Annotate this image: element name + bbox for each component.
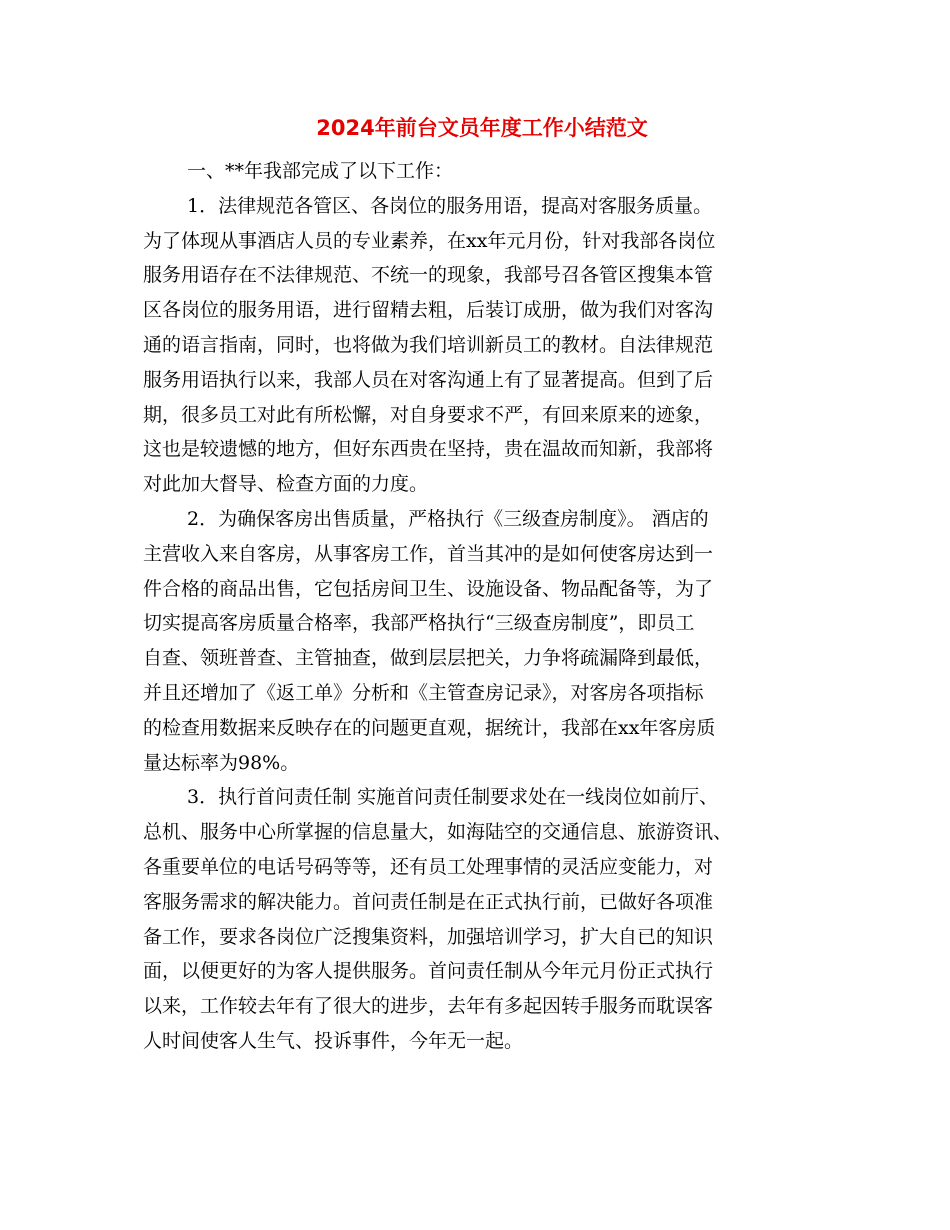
paragraph-first-line: 3．执行首问责任制 实施首问责任制要求处在一线岗位如前厅、 bbox=[187, 786, 719, 809]
paragraph-line: 并且还增加了《返工单》分析和《主管查房记录》，对客房各项指标 bbox=[143, 681, 704, 704]
document-page bbox=[143, 108, 815, 1059]
paragraph-first-line: 2．为确保客房出售质量，严格执行《三级查房制度》。 酒店的 bbox=[187, 507, 709, 530]
paragraph-line: 自查、领班普查、主管抽查，做到层层把关，力争将疏漏降到最低， bbox=[143, 647, 714, 670]
paragraph-line: 主营收入来自客房，从事客房工作，首当其冲的是如何使客房达到一 bbox=[143, 542, 714, 565]
paragraph-line: 服务用语执行以来，我部人员在对客沟通上有了显著提高。但到了后 bbox=[143, 368, 714, 391]
paragraph-line: 区各岗位的服务用语，进行留精去粗，后装订成册，做为我们对客沟 bbox=[143, 299, 714, 322]
paragraph-line: 以来，工作较去年有了很大的进步，去年有多起因转手服务而耽误客 bbox=[143, 995, 714, 1018]
document-title: 2024年前台文员年度工作小结范文 bbox=[316, 116, 648, 140]
paragraph-line: 为了体现从事酒店人员的专业素养，在xx年元月份，针对我部各岗位 bbox=[143, 229, 716, 252]
paragraph-line: 人时间使客人生气、投诉事件，今年无一起。 bbox=[143, 1029, 524, 1052]
paragraph-line: 总机、服务中心所掌握的信息量大，如海陆空的交通信息、旅游资讯、 bbox=[143, 821, 733, 844]
paragraph-line: 量达标率为98%。 bbox=[143, 751, 300, 774]
paragraph-line: 对此加大督导、检查方面的力度。 bbox=[143, 473, 429, 496]
paragraph-line: 这也是较遗憾的地方，但好东西贵在坚持，贵在温故而知新，我部将 bbox=[143, 438, 714, 461]
paragraph-line: 期，很多员工对此有所松懈，对自身要求不严，有回来原来的迹象， bbox=[143, 403, 714, 426]
paragraph-line: 服务用语存在不法律规范、不统一的现象，我部号召各管区搜集本管 bbox=[143, 264, 714, 287]
paragraph-line: 面，以便更好的为客人提供服务。首问责任制从今年元月份正式执行 bbox=[143, 960, 714, 983]
paragraph-first-line: 1．法律规范各管区、各岗位的服务用语，提高对客服务质量。 bbox=[187, 194, 713, 217]
paragraph-line: 通的语言指南，同时，也将做为我们培训新员工的教材。自法律规范 bbox=[143, 333, 714, 356]
paragraph-first-line: 一、**年我部完成了以下工作： bbox=[187, 160, 454, 182]
paragraph-line: 切实提高客房质量合格率，我部严格执行“三级查房制度”，即员工 bbox=[143, 612, 695, 635]
paragraph-line: 备工作，要求各岗位广泛搜集资料，加强培训学习，扩大自已的知识 bbox=[143, 925, 714, 948]
paragraph-line: 的检查用数据来反映存在的问题更直观，据统计，我部在xx年客房质 bbox=[143, 716, 716, 739]
document-body bbox=[143, 154, 815, 1059]
paragraph-line: 件合格的商品出售，它包括房间卫生、设施设备、物品配备等，为了 bbox=[143, 577, 714, 600]
paragraph-line: 客服务需求的解决能力。首问责任制是在正式执行前，已做好各项准 bbox=[143, 890, 714, 913]
paragraph-line: 各重要单位的电话号码等等，还有员工处理事情的灵活应变能力，对 bbox=[143, 855, 714, 878]
